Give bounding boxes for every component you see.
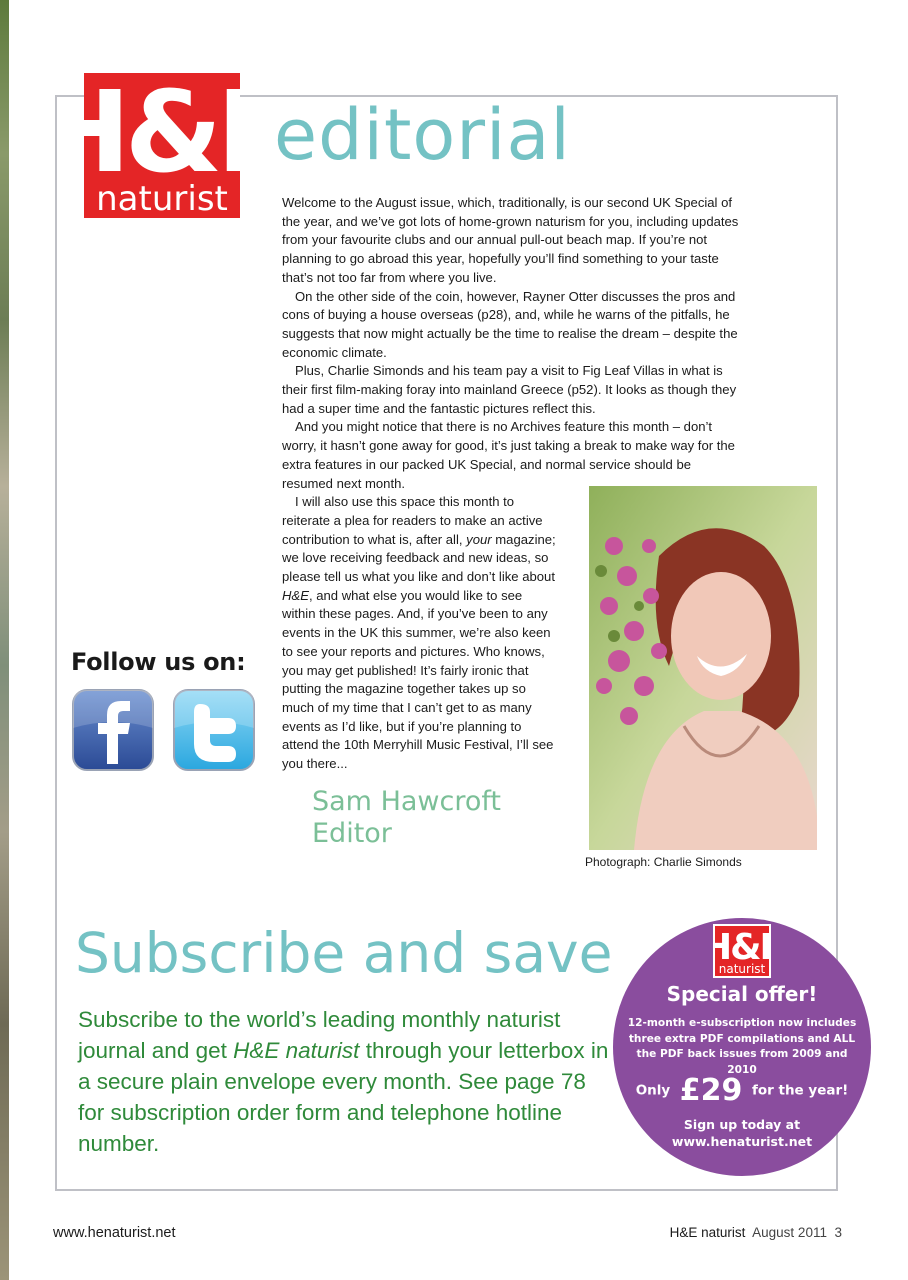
editor-photo bbox=[589, 486, 817, 850]
subscribe-title: Subscribe and save bbox=[75, 921, 613, 985]
footer-page-number: 3 bbox=[834, 1225, 842, 1240]
footer-folio bbox=[670, 1225, 842, 1240]
twitter-icon[interactable] bbox=[172, 688, 256, 772]
logo-top-text: & bbox=[124, 73, 217, 198]
logo-bottom-text: naturist bbox=[96, 179, 228, 218]
footer-magazine: H&E naturist bbox=[669, 1225, 746, 1240]
offer-for-the-year: for the year! bbox=[751, 1082, 849, 1099]
photo-edge-strip bbox=[0, 0, 9, 1280]
offer-signup-line1: Sign up today at bbox=[683, 1117, 801, 1132]
footer-date: August 2011 bbox=[752, 1225, 827, 1240]
offer-price: £29 bbox=[679, 1073, 743, 1108]
he-naturist-logo bbox=[84, 73, 240, 218]
facebook-icon[interactable] bbox=[71, 688, 155, 772]
editor-role: Editor bbox=[312, 818, 392, 849]
footer-url[interactable]: www.henaturist.net bbox=[53, 1225, 176, 1241]
offer-description: 12-month e-subscription now includes three extra PDF compilations and ALL the PDF back issues from 2009 and 2010 bbox=[627, 1017, 857, 1076]
paragraph-2: On the other side of the coin, however, Rayner Otter discusses the pros and cons of buying a house overseas (p28), and, while he warns of the pitfalls, he suggests that now might actually be the time to realise the dream – despite the economic climate. bbox=[282, 288, 738, 360]
offer-logo bbox=[713, 924, 771, 978]
offer-logo-bottom: naturist bbox=[718, 962, 766, 976]
special-offer-roundel bbox=[613, 918, 871, 1176]
offer-price-row bbox=[613, 1073, 871, 1108]
subscribe-text: Subscribe to the world’s leading monthly naturist journal and get H&E naturist through your letterbox in a secure plain envelope every month. See page 78 for subscription order form and telephone hotline number. bbox=[78, 1007, 609, 1156]
page-title: editorial bbox=[274, 94, 571, 176]
editor-name: Sam Hawcroft bbox=[312, 786, 501, 817]
paragraph-5: I will also use this space this month to reiterate a plea for readers to make an active contribution to what is, after all, your magazine; we love receiving feedback and new ideas, so please tell us what you like and don’t like about H&E, and what else you would like to see within these pages. And, if you’ve been to any events in the UK this summer, we’re also keen to see your reports and pictures. Who knows, you may get published! It’s fairly ironic that putting the magazine together takes up so much of my time that I can’t get to as many events as I’d like, but if you’re planning to attend the 10th Merryhill Music Festival, I’ll see you there... bbox=[282, 494, 556, 772]
offer-only: Only bbox=[635, 1082, 671, 1099]
offer-signup bbox=[613, 1116, 871, 1150]
offer-signup-url[interactable]: www.henaturist.net bbox=[671, 1134, 813, 1149]
paragraph-3: Plus, Charlie Simonds and his team pay a visit to Fig Leaf Villas in what is their first film-making foray into mainland Greece (p52). It looks as though they had a super time and the fantastic pictures reflect this. bbox=[282, 363, 737, 416]
offer-logo-top: H& bbox=[713, 927, 760, 968]
paragraph-4: And you might notice that there is no Archives feature this month – don’t worry, it hasn’t gone away for good, it’s just taking a break to make way for the extra features in our packed UK Special, and normal service should be resumed next month. bbox=[282, 419, 735, 491]
photo-credit: Photograph: Charlie Simonds bbox=[585, 855, 742, 869]
offer-title: Special offer! bbox=[666, 982, 818, 1006]
follow-us-label: Follow us on: bbox=[71, 648, 246, 676]
editor-signoff bbox=[312, 786, 501, 850]
paragraph-1: Welcome to the August issue, which, traditionally, is our second UK Special of the year, and we’ve got lots of home-grown naturism for you, including updates from your favourite clubs and our annual pull-out beach map. If you’re not planning to go abroad this year, hopefully you’ll find something to your taste that’s not too far from where you live. bbox=[282, 195, 739, 285]
